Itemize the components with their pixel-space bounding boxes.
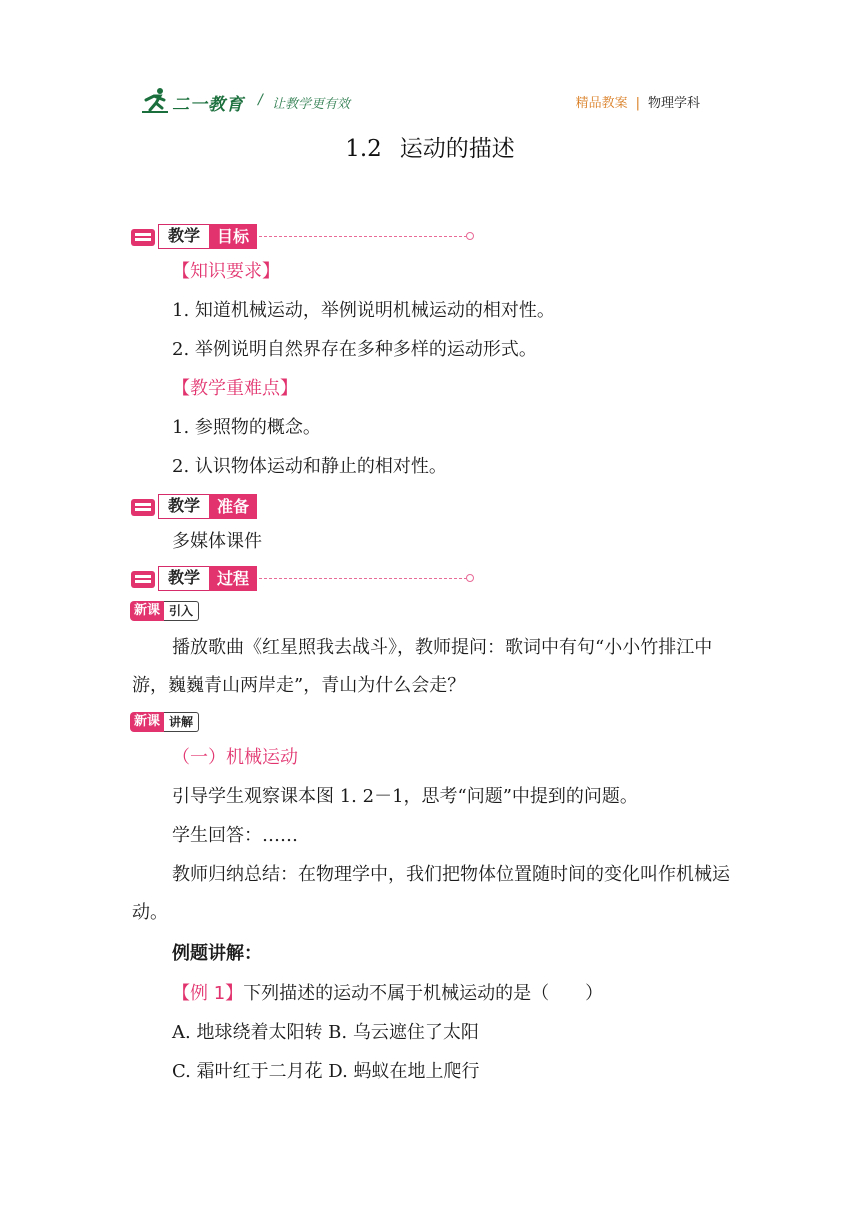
- key-point-item-2: 2. 认识物体运动和静止的相对性。: [172, 456, 447, 477]
- tag-part-b: 讲解: [164, 712, 199, 732]
- running-figure-icon: [138, 86, 172, 116]
- knowledge-item-2: 2. 举例说明自然界存在多种多样的运动形式。: [172, 339, 537, 360]
- example-options-line-1: A. 地球绕着太阳转 B. 乌云遮住了太阳: [172, 1022, 479, 1043]
- intro-paragraph: 播放歌曲《红星照我去战斗》，教师提问：歌词中有句“小小竹排江中游，巍巍青山两岸走”，青山为什么会走？: [132, 637, 713, 696]
- brand-slogan: 让教学更有效: [272, 97, 351, 112]
- section-banner-process: [130, 566, 475, 592]
- books-icon: [130, 226, 156, 248]
- example-question-text: 下列描述的运动不属于机械运动的是（ ）: [243, 983, 604, 1004]
- books-icon: [130, 496, 156, 518]
- example-1-question: [172, 982, 603, 1006]
- banner-label-b: 准备: [209, 494, 257, 519]
- banner-label-b: 过程: [209, 566, 257, 591]
- header-tag: 精品教案: [575, 96, 628, 111]
- section-banner-prep: [130, 494, 475, 520]
- brand-name: 二一教育: [172, 95, 244, 115]
- tag-part-a: 新课: [130, 712, 164, 732]
- banner-label-a: 教学: [158, 566, 210, 591]
- banner-label-a: 教学: [158, 494, 210, 519]
- header-subject: 物理学科: [647, 96, 700, 111]
- knowledge-item-1: 1. 知道机械运动，举例说明机械运动的相对性。: [172, 300, 555, 321]
- tag-new-lesson-lecture: [130, 712, 199, 734]
- example-label: 【例 1】: [172, 983, 244, 1004]
- title-text: 运动的描述: [399, 136, 515, 162]
- header-separator: |: [635, 96, 640, 111]
- tag-part-b: 引入: [164, 601, 199, 621]
- banner-end-dot: [466, 574, 474, 582]
- brand-logo: [134, 86, 374, 118]
- knowledge-heading: 【知识要求】: [172, 261, 280, 282]
- lecture-line-1: 引导学生观察课本图 1. 2－1，思考“问题”中提到的问题。: [172, 786, 638, 807]
- lecture-subheading: （一）机械运动: [172, 747, 298, 768]
- header-right: [576, 92, 700, 111]
- tag-part-a: 新课: [130, 601, 164, 621]
- prep-text: 多媒体课件: [172, 531, 262, 552]
- lecture-line-2: 学生回答：……: [172, 825, 298, 846]
- example-heading: 例题讲解：: [172, 943, 262, 964]
- key-point-item-1: 1. 参照物的概念。: [172, 417, 321, 438]
- banner-dash-line: [259, 236, 467, 237]
- title-number: 1.2: [345, 136, 382, 162]
- banner-label-a: 教学: [158, 224, 210, 249]
- section-banner-goals: [130, 224, 475, 250]
- banner-end-dot: [466, 232, 474, 240]
- example-options-line-2: C. 霜叶红于二月花 D. 蚂蚁在地上爬行: [172, 1061, 480, 1082]
- books-icon: [130, 568, 156, 590]
- brand-slash: /: [258, 92, 263, 108]
- page-title: [0, 130, 860, 163]
- banner-label-b: 目标: [209, 224, 257, 249]
- key-points-heading: 【教学重难点】: [172, 378, 298, 399]
- banner-dash-line: [259, 578, 467, 579]
- tag-new-lesson-intro: [130, 601, 199, 623]
- lecture-summary: 教师归纳总结：在物理学中，我们把物体位置随时间的变化叫作机械运动。: [132, 864, 730, 923]
